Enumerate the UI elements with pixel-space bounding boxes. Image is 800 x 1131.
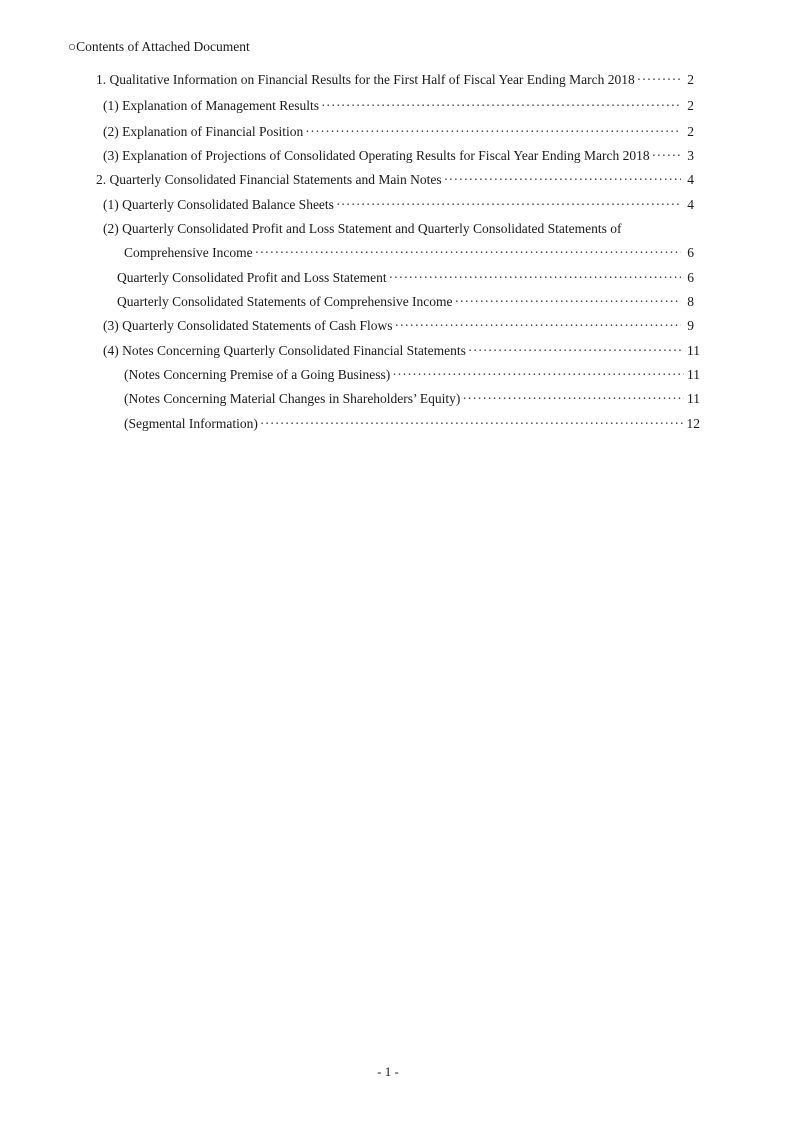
toc-entry-page: 8: [687, 294, 694, 309]
toc-entry-2-3[interactable]: [103, 317, 694, 335]
toc-leader-dots: [394, 317, 681, 335]
toc-entry-label: Quarterly Consolidated Statements of Comprehensive Income: [117, 294, 453, 309]
toc-entry-label: Quarterly Consolidated Profit and Loss Statement: [117, 270, 387, 285]
toc-entry-label: (2) Quarterly Consolidated Profit and Loss Statement and Quarterly Consolidated Statements of: [103, 221, 622, 236]
toc-entry-label: (1) Explanation of Management Results: [103, 98, 319, 113]
toc-leader-dots: [444, 171, 681, 189]
toc-entry-page: 12: [686, 416, 700, 431]
toc-leader-dots: [336, 196, 681, 214]
toc-entry-2-4-b[interactable]: [124, 390, 700, 408]
contents-heading: ○Contents of Attached Document: [68, 39, 250, 54]
toc-leader-dots: [260, 415, 684, 433]
toc-entry-2-2-a[interactable]: [117, 269, 694, 287]
toc-entry-page: 4: [687, 197, 694, 212]
toc-entry-label: (1) Quarterly Consolidated Balance Sheets: [103, 197, 334, 212]
page-number: - 1 -: [377, 1064, 399, 1079]
toc-entry-2-4[interactable]: [103, 342, 700, 360]
toc-leader-dots: [652, 147, 681, 165]
toc-entry-1-2[interactable]: [103, 123, 694, 141]
toc-entry-page: 2: [687, 124, 694, 139]
toc-entry-label: (4) Notes Concerning Quarterly Consolidated Financial Statements: [103, 343, 466, 358]
toc-entry-label: (3) Quarterly Consolidated Statements of Cash Flows: [103, 318, 393, 333]
toc-entry-label: Comprehensive Income: [124, 245, 253, 260]
toc-leader-dots: [462, 390, 684, 408]
toc-entry-page: 11: [687, 343, 700, 358]
toc-entry-label: 2. Quarterly Consolidated Financial Statements and Main Notes: [96, 172, 442, 187]
toc-leader-dots: [455, 293, 681, 311]
toc-leader-dots: [389, 269, 681, 287]
toc-entry-2-1[interactable]: [103, 196, 694, 214]
toc-entry-label: (2) Explanation of Financial Position: [103, 124, 304, 139]
toc-entry-page: 3: [687, 148, 694, 163]
toc-entry-page: 2: [687, 98, 694, 113]
toc-leader-dots: [392, 366, 684, 384]
toc-entry-page: 4: [687, 172, 694, 187]
toc-entry-1-3[interactable]: [103, 147, 694, 165]
toc-entry-page: 2: [687, 72, 694, 87]
toc-leader-dots: [305, 123, 681, 141]
toc-leader-dots: [321, 97, 681, 115]
toc-entry-2-4-a[interactable]: [124, 366, 700, 384]
toc-leader-dots: [468, 342, 684, 360]
toc-leader-dots: [637, 71, 681, 89]
toc-entry-page: 6: [687, 270, 694, 285]
toc-entry-section-2[interactable]: [96, 171, 694, 189]
toc-entry-2-2-continued[interactable]: [124, 244, 694, 262]
toc-entry-page: 11: [687, 367, 700, 382]
toc-entry-label: 1. Qualitative Information on Financial Results for the First Half of Fiscal Year Ending March 2018: [96, 72, 635, 87]
toc-entry-1-1[interactable]: [103, 97, 694, 115]
toc-entry-page: 6: [687, 245, 694, 260]
toc-entry-2-4-c[interactable]: [124, 415, 700, 433]
toc-entry-label: (Notes Concerning Premise of a Going Business): [124, 367, 391, 382]
toc-entry-2-2-b[interactable]: [117, 293, 694, 311]
toc-entry-label: (Notes Concerning Material Changes in Shareholders’ Equity): [124, 391, 461, 406]
toc-entry-page: 9: [687, 318, 694, 333]
toc-entry-label: (Segmental Information): [124, 416, 258, 431]
toc-leader-dots: [255, 244, 681, 262]
toc-entry-page: 11: [687, 391, 700, 406]
toc-entry-2-2[interactable]: [103, 220, 694, 238]
toc-entry-label: (3) Explanation of Projections of Consolidated Operating Results for Fiscal Year Ending March 2018: [103, 148, 650, 163]
toc-entry-section-1[interactable]: [96, 71, 694, 89]
